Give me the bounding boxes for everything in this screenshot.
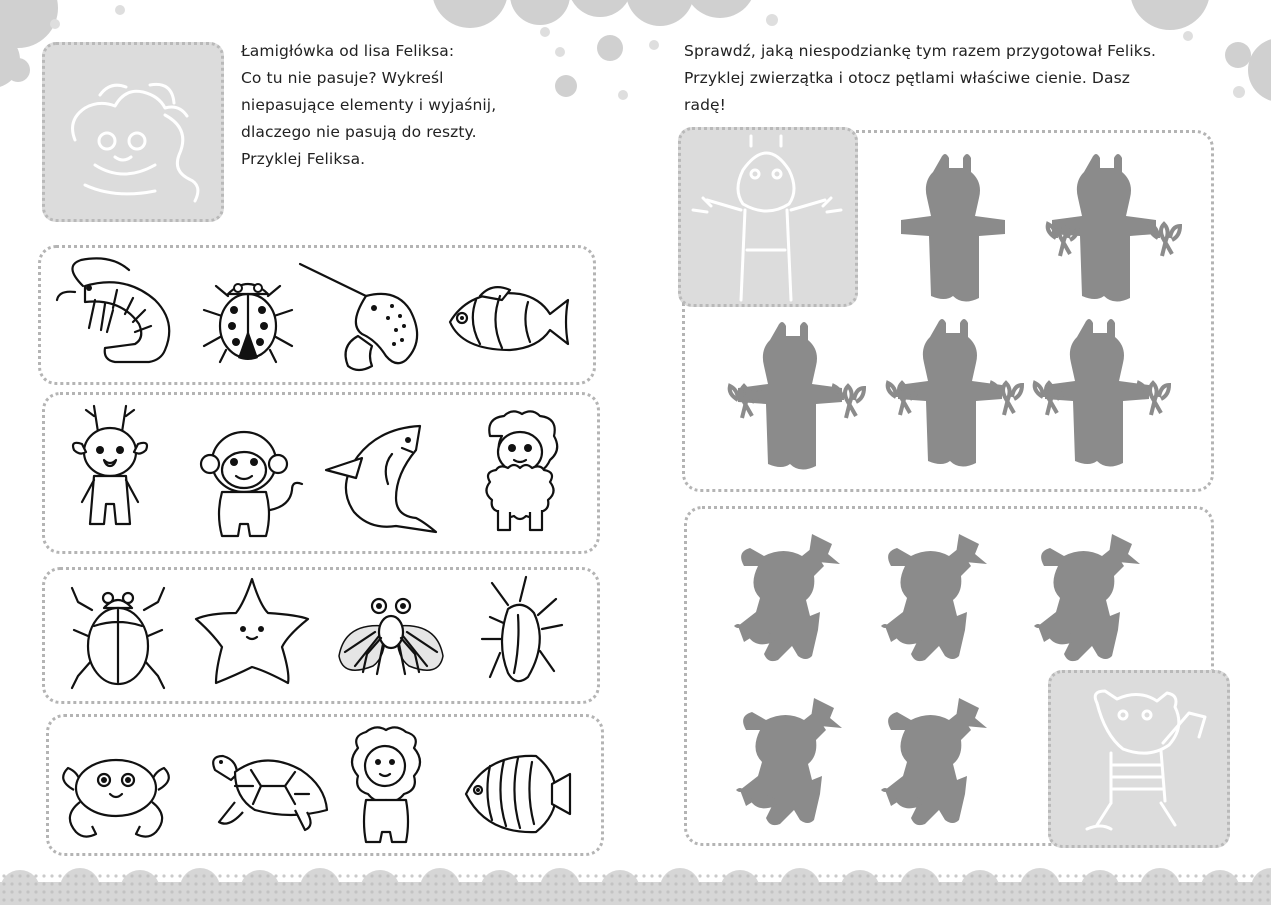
pig-shadow-icon[interactable] bbox=[728, 528, 843, 653]
turtle-icon[interactable] bbox=[205, 750, 330, 835]
giraffe-shadow-icon[interactable] bbox=[1035, 315, 1165, 475]
clownfish-icon[interactable] bbox=[440, 282, 570, 362]
instruction-line: radę! bbox=[684, 96, 726, 114]
shrimp-icon[interactable] bbox=[55, 256, 185, 368]
sheep-icon[interactable] bbox=[480, 412, 560, 537]
monkey-icon[interactable] bbox=[200, 426, 305, 544]
pig-shadow-icon[interactable] bbox=[875, 528, 990, 653]
starfish-icon[interactable] bbox=[193, 575, 311, 685]
long-beetle-icon[interactable] bbox=[478, 575, 568, 690]
giraffe-shadow-icon[interactable] bbox=[905, 152, 1010, 307]
pig-sticker-slot[interactable] bbox=[1048, 670, 1230, 848]
instruction-line: Sprawdź, jaką niespodziankę tym razem przygotował Feliks. bbox=[684, 42, 1157, 60]
lion-icon[interactable] bbox=[348, 728, 423, 850]
deer-icon[interactable] bbox=[70, 398, 150, 543]
decor-bottom bbox=[0, 872, 1271, 905]
angelfish-icon[interactable] bbox=[462, 748, 574, 838]
pig-sticker-icon bbox=[1051, 673, 1227, 845]
instruction-line: niepasujące elementy i wyjaśnij, bbox=[241, 96, 497, 114]
pig-shadow-icon[interactable] bbox=[730, 692, 845, 817]
shark-icon[interactable] bbox=[322, 418, 447, 533]
fox-sticker-icon bbox=[45, 45, 221, 219]
left-instructions bbox=[241, 38, 541, 173]
instruction-line: Przyklej Feliksa. bbox=[241, 150, 366, 168]
instruction-line: Przyklej zwierzątka i otocz pętlami właściwe cienie. Dasz bbox=[684, 69, 1130, 87]
pig-shadow-icon[interactable] bbox=[1028, 528, 1143, 653]
fox-sticker-slot[interactable] bbox=[42, 42, 224, 222]
right-instructions bbox=[684, 38, 1244, 119]
beetle-icon[interactable] bbox=[68, 580, 168, 690]
giraffe-shadow-icon[interactable] bbox=[1050, 152, 1170, 307]
ladybug-icon[interactable] bbox=[198, 266, 298, 366]
pig-shadow-icon[interactable] bbox=[875, 692, 990, 817]
giraffe-sticker-icon bbox=[681, 130, 855, 304]
narwhal-icon[interactable] bbox=[298, 260, 423, 375]
fly-icon[interactable] bbox=[335, 592, 447, 687]
giraffe-sticker-slot[interactable] bbox=[678, 127, 858, 307]
giraffe-shadow-icon[interactable] bbox=[888, 315, 1018, 475]
giraffe-shadow-icon[interactable] bbox=[728, 318, 858, 473]
instruction-line: dlaczego nie pasują do reszty. bbox=[241, 123, 477, 141]
instruction-line: Łamigłówka od lisa Feliksa: bbox=[241, 42, 455, 60]
crab-icon[interactable] bbox=[54, 744, 179, 840]
instruction-line: Co tu nie pasuje? Wykreśl bbox=[241, 69, 444, 87]
